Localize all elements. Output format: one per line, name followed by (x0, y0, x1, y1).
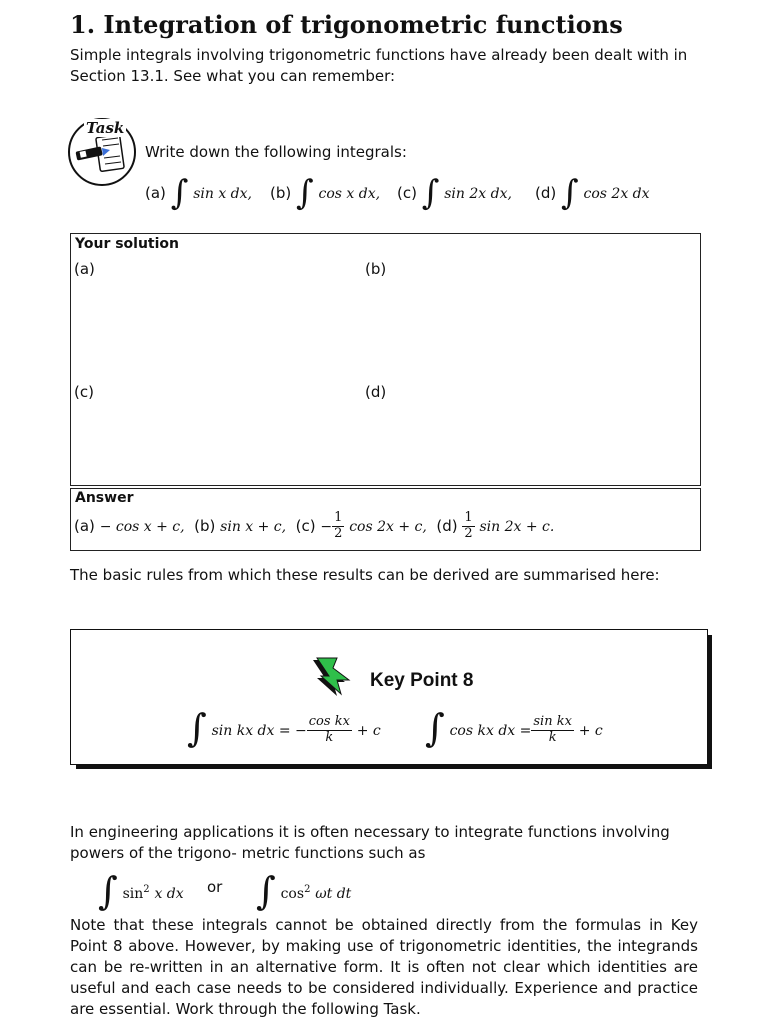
answer-box (70, 488, 701, 551)
solution-box[interactable] (70, 233, 701, 486)
task-item-c: (c) ∫ sin 2x dx, (397, 173, 512, 213)
answer-line: (a) − cos x + c, (b) sin x + c, (c) − $\frac{1}{2}$ cos 2x + c, (d) $\frac{1}{2}$ sin 2x + c. (74, 510, 555, 541)
basic-rules-text: The basic rules from which these results can be derived are summarised here: (70, 566, 660, 584)
intro-paragraph: Simple integrals involving trigonometric functions have already been dealt with in Section 13.1. See what you can remember: (70, 46, 688, 85)
task-icon-label: Task (86, 119, 125, 137)
solution-label-c: (c) (74, 383, 94, 401)
answer-heading: Answer (75, 490, 134, 506)
solution-label-b: (b) (365, 260, 387, 278)
task-integrals (145, 162, 705, 213)
keypoint-box (70, 629, 708, 765)
or-word: or (207, 878, 223, 896)
engineering-paragraph: In engineering applications it is often necessary to integrate functions involving powers of the trigono- metric functions such as (70, 823, 670, 862)
keypoint-formula-sin: ∫ sin kx dx = − $\frac{\text{cos kx}}{k}$ + c (187, 706, 381, 750)
keypoint-formula-cos: ∫ cos kx dx = $\frac{\text{sin kx}}{k}$ + c (425, 706, 603, 750)
section-title: 1. Integration of trigonometric functions (70, 10, 623, 39)
keypoint-title: Key Point 8 (370, 670, 474, 691)
cos-squared-integral: ∫ $\cos^2 \omega t$ dt (256, 869, 352, 913)
task-item-a: (a) ∫ sin x dx, (145, 173, 252, 213)
task-item-b: (b) ∫ cos x dx, (270, 173, 381, 213)
solution-heading: Your solution (75, 236, 180, 252)
task-item-d: (d) ∫ cos 2x dx (535, 173, 650, 213)
solution-label-a: (a) (74, 260, 95, 278)
sin-squared-integral: ∫ $\sin^2 x$ dx (98, 869, 184, 913)
task-prompt: Write down the following integrals: (145, 143, 407, 161)
keypoint-arrow-icon (307, 654, 351, 702)
note-paragraph: Note that these integrals cannot be obtained directly from the formulas in Key Point 8 above. However, by making use of trigonometric identities, the integrands can be re-written in an alternative form. It is often not clear which identities are useful and each case needs to be considered individually. Experience and practice are essential. Work through the following Task. (70, 916, 698, 1018)
solution-label-d: (d) (365, 383, 387, 401)
